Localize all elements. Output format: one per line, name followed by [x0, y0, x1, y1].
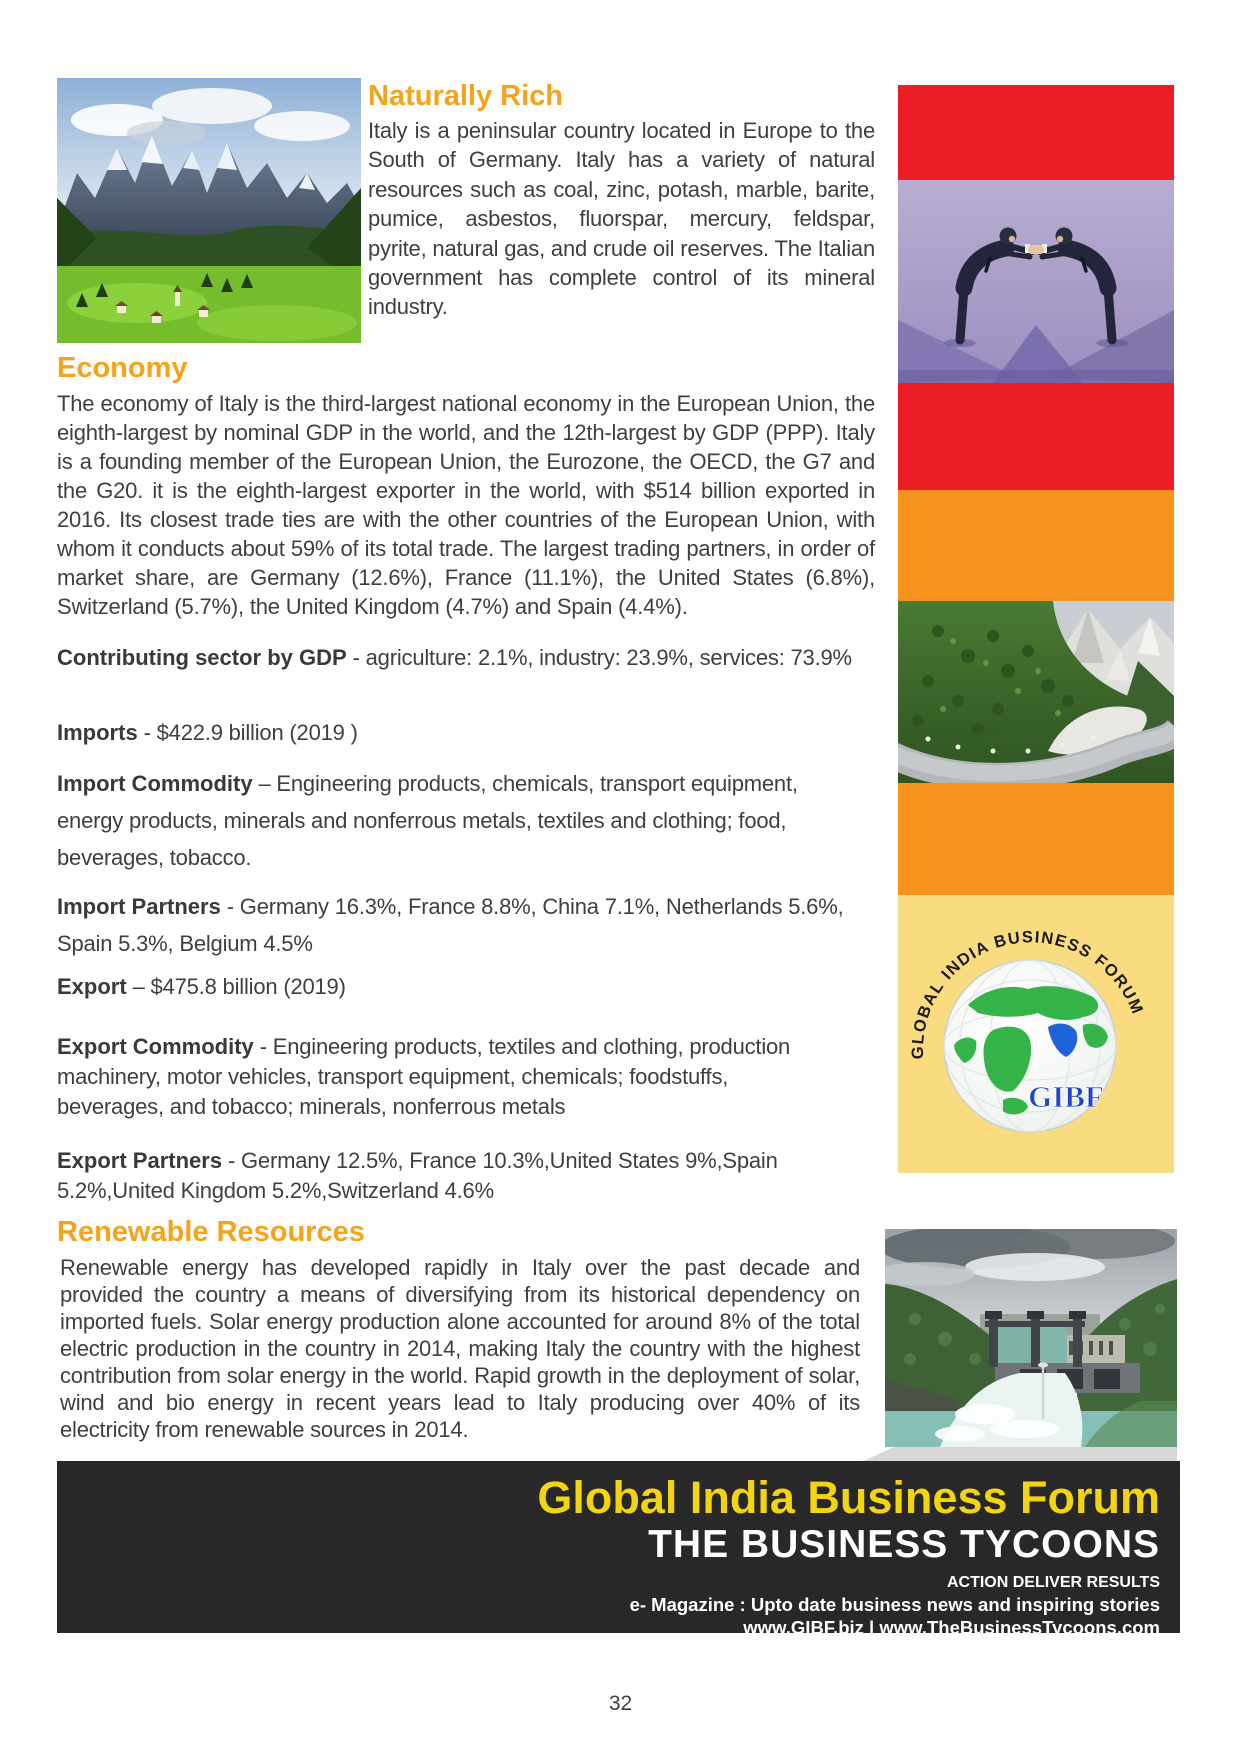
logo-acronym: GIBF [1028, 1079, 1104, 1114]
logo-arc-text: GLOBAL INDIA BUSINESS FORUM [908, 928, 1147, 1060]
renewable-paragraph: Renewable energy has developed rapidly in Italy over the past decade and provided the country a means of diversifying from its historical dependency on imported fuels. Solar energy production alone accounted for around 8% of the total electric production in the country in 2014, making Italy the country with the highest contribution from solar energy in the world. Rapid growth in the deployment of solar, wind and bio energy in recent years lead to Italy producing over 40% of its electricity from renewable sources in 2014. [60, 1255, 860, 1442]
stat-label: Export Partners [57, 1148, 223, 1173]
stat-label: Imports [57, 720, 138, 745]
mountain-road-photo [898, 601, 1174, 783]
stat-value: – Engineering products, chemicals, transport equipment, energy products, minerals and nonferrous metals, textiles and clothing; food, beverages, tobacco. [57, 771, 798, 870]
stat-imports [57, 718, 875, 748]
stat-label: Import Commodity [57, 771, 253, 796]
stat-export-commodity [57, 1032, 827, 1122]
stat-label: Export [57, 974, 127, 999]
stat-value: - agriculture: 2.1%, industry: 23.9%, services: 73.9% [346, 645, 852, 670]
sidebar-red-block [898, 85, 1174, 490]
businessmen-bowing-illustration [898, 180, 1174, 383]
sidebar-orange-block-2 [898, 783, 1174, 895]
footer-websites: www.GIBF.biz | www.TheBusinessTycoons.com [743, 1617, 1160, 1638]
footer-brand: Global India Business Forum [537, 1472, 1160, 1523]
renewable-title: Renewable Resources [57, 1216, 365, 1248]
gibf-globe-logo [898, 895, 1174, 1173]
stat-value: - Engineering products, textiles and clothing, production machinery, motor vehicles, transport equipment, chemicals; foodstuffs, beverages, and tobacco; minerals, nonferrous metals [57, 1034, 791, 1119]
sidebar-orange-block-1 [898, 490, 1174, 601]
stat-value: - Germany 16.3%, France 8.8%, China 7.1%, Netherlands 5.6%, Spain 5.3%, Belgium 4.5% [57, 894, 844, 956]
footer-shadow-strip [863, 1447, 1177, 1461]
economy-paragraph: The economy of Italy is the third-largest national economy in the European Union, the eighth-largest by nominal GDP in the world, and the 12th-largest by GDP (PPP). Italy is a founding member of the European Union, the Eurozone, the OECD, the G7 and the G20. it is the eighth-largest exporter in the world, with $514 billion exported in 2016. Its closest trade ties are with the other countries of the European Union, with whom it conducts about 59% of its total trade. The largest trading partners, in order of market share, are Germany (12.6%), France (11.1%), the United States (6.8%), Switzerland (5.7%), the United Kingdom (4.7%) and Spain (4.4%). [57, 391, 875, 619]
page-number: 32 [608, 1692, 633, 1715]
stat-value: - $422.9 billion (2019 ) [137, 720, 358, 745]
stat-value: - Germany 12.5%, France 10.3%,United States 9%,Spain 5.2%,United Kingdom 5.2%,Switzerland 4.6% [57, 1148, 778, 1203]
footer-content [537, 1473, 1160, 1639]
stat-contributing-sector [57, 643, 875, 673]
stat-import-commodity [57, 765, 832, 876]
stat-label: Contributing sector by GDP [57, 645, 347, 670]
footer-magazine-title: THE BUSINESS TYCOONS [648, 1523, 1160, 1566]
naturally-rich-title: Naturally Rich [368, 80, 563, 112]
economy-title: Economy [57, 352, 188, 384]
alpine-valley-photo [57, 78, 361, 343]
stat-export [57, 972, 875, 1002]
stat-import-partners [57, 888, 875, 962]
naturally-rich-paragraph: Italy is a peninsular country located in Europe to the South of Germany. Italy has a variety of natural resources such as coal, zinc, potash, marble, barite, pumice, asbestos, fluorspar, mercury, feldspar, pyrite, natural gas, and crude oil reserves. The Italian government has complete control of its mineral industry. [368, 118, 875, 320]
gibf-logo-block [898, 895, 1174, 1173]
hydroelectric-dam-photo [885, 1229, 1177, 1447]
footer-tagline: ACTION DELIVER RESULTS [946, 1574, 1160, 1591]
stat-export-partners [57, 1146, 807, 1206]
stat-label: Import Partners [57, 894, 221, 919]
footer-emagazine-line: e- Magazine : Upto date business news and inspiring stories [629, 1594, 1160, 1615]
stat-label: Export Commodity [57, 1034, 254, 1059]
footer-bar [57, 1461, 1180, 1638]
stat-value: – $475.8 billion (2019) [126, 974, 346, 999]
